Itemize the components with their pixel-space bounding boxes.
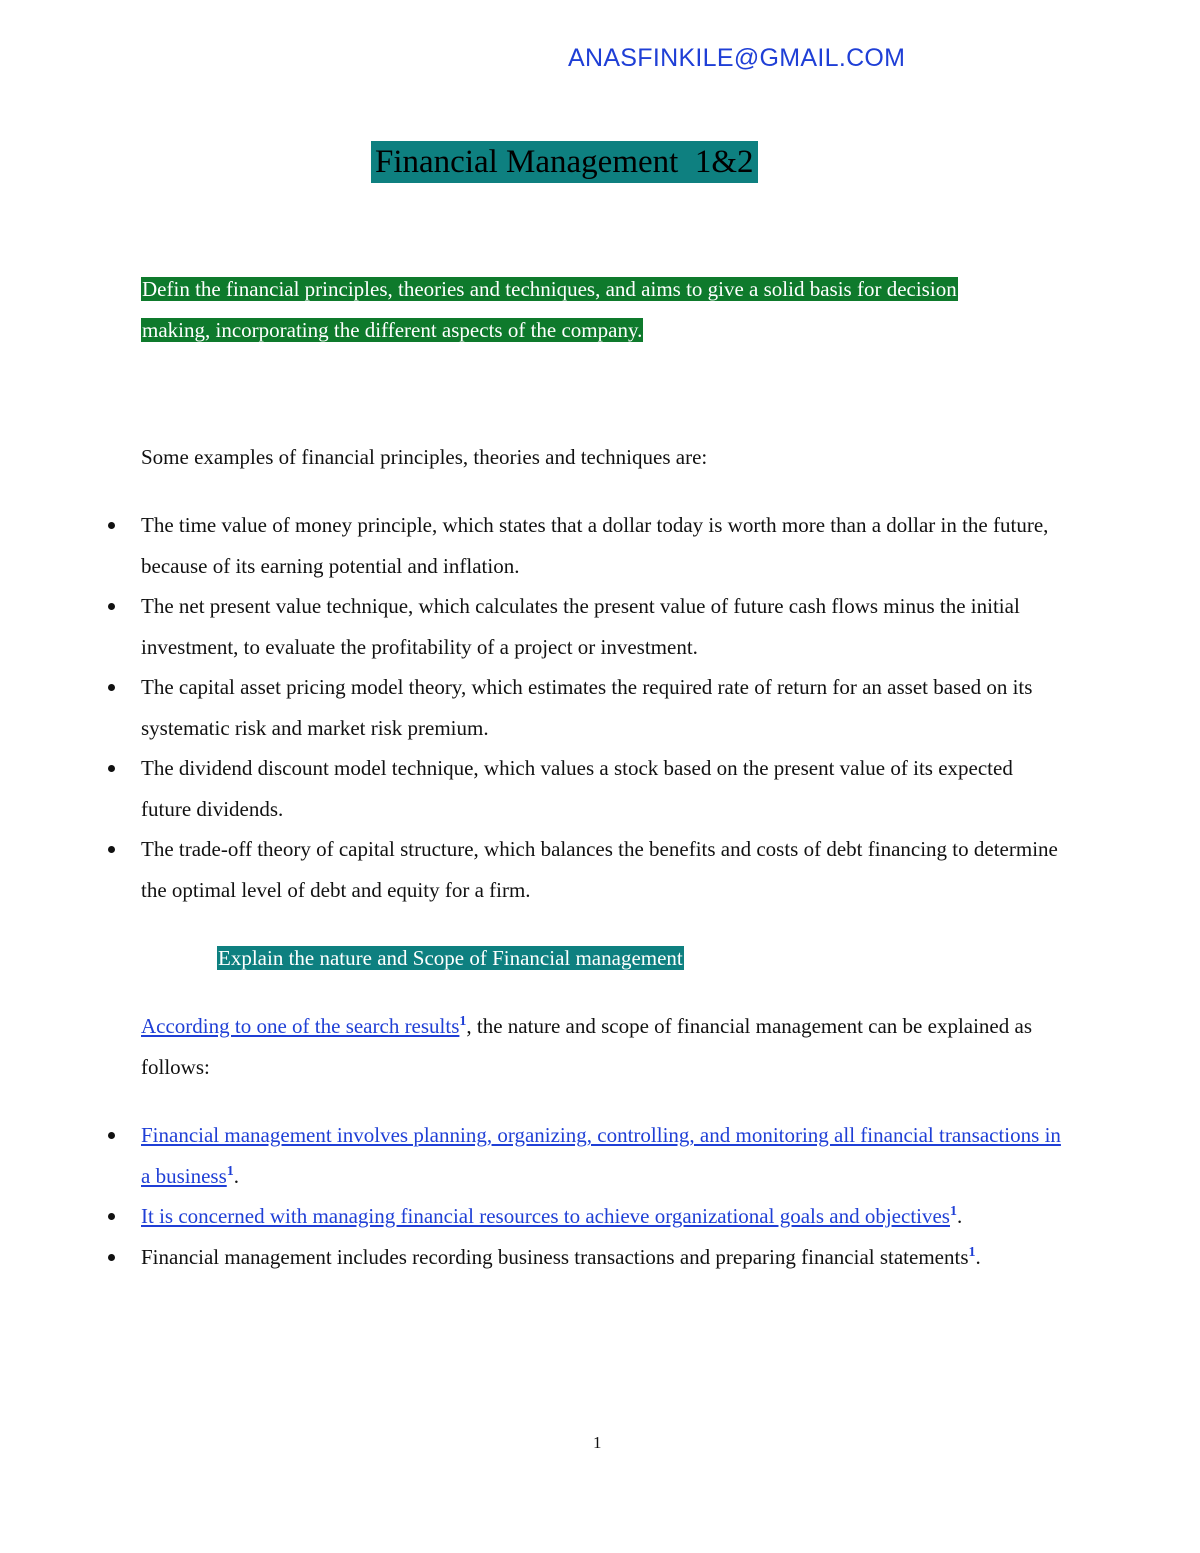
search-results-link[interactable]: According to one of the search results [141, 1014, 460, 1038]
list-item [141, 586, 1061, 667]
list-item-text: The net present value technique, which calculates the present value of future cash flows minus the initial investment, to evaluate the profitability of a project or investment. [141, 594, 1020, 659]
intro-line-1: Defin the financial principles, theories and techniques, and aims to give a solid basis for decision [142, 277, 957, 301]
bullet-icon [108, 684, 115, 691]
footnote-ref[interactable]: 1 [226, 1163, 234, 1179]
list-item-text: The capital asset pricing model theory, which estimates the required rate of return for an asset based on its systematic risk and market risk premium. [141, 675, 1033, 740]
scope-link-2[interactable]: It is concerned with managing financial resources to achieve organizational goals and objectives [141, 1204, 950, 1228]
list-item-text: Financial management includes recording business transactions and preparing financial statements [141, 1244, 969, 1269]
according-rest: , the nature and scope of financial management can be explained as follows: [141, 1014, 1032, 1079]
bullet-icon [108, 765, 115, 772]
document-title: Financial Management 1&2 [371, 141, 758, 183]
list-item-tail: . [233, 1163, 239, 1188]
header-email: ANASFINKILE@GMAIL.COM [568, 44, 906, 72]
footnote-ref[interactable]: 1 [949, 1204, 957, 1219]
intro-line-2: making, incorporating the different aspects of the company. [142, 317, 643, 342]
page-number: 1 [593, 1433, 602, 1452]
scope-link-1[interactable]: Financial management involves planning, organizing, controlling, and monitoring all financial transactions in a business [141, 1123, 1061, 1188]
list-item-text: The dividend discount model technique, which values a stock based on the present value of its expected future dividends. [141, 756, 1013, 821]
list-item-text: The trade-off theory of capital structure, which balances the benefits and costs of debt financing to determine the optimal level of debt and equity for a firm. [141, 837, 1058, 902]
section-heading [217, 938, 684, 979]
list-item-text: The time value of money principle, which states that a dollar today is worth more than a dollar in the future, because of its earning potential and inflation. [141, 513, 1049, 578]
footnote-ref[interactable]: 1 [459, 1014, 467, 1029]
intro-paragraph [141, 269, 1061, 350]
bullet-icon [108, 522, 115, 529]
bullet-icon [108, 1254, 115, 1261]
scope-list [141, 1115, 1061, 1277]
footnote-ref[interactable]: 1 [968, 1244, 976, 1260]
list-item [141, 829, 1061, 910]
list-item [141, 748, 1061, 829]
list-item [141, 1237, 1061, 1278]
list-item [141, 667, 1061, 748]
principles-list [141, 505, 1061, 910]
bullet-icon [108, 846, 115, 853]
bullet-icon [108, 1132, 115, 1139]
examples-lead: Some examples of financial principles, theories and techniques are: [141, 445, 708, 469]
bullet-icon [108, 1213, 115, 1220]
list-item [141, 1115, 1061, 1196]
list-item-tail: . [956, 1204, 963, 1228]
list-item [141, 505, 1061, 586]
list-item-tail: . [975, 1244, 981, 1269]
according-paragraph [141, 1006, 1061, 1087]
bullet-icon [108, 603, 115, 610]
section-heading-text: Explain the nature and Scope of Financial management [218, 946, 683, 970]
list-item [141, 1196, 1061, 1237]
